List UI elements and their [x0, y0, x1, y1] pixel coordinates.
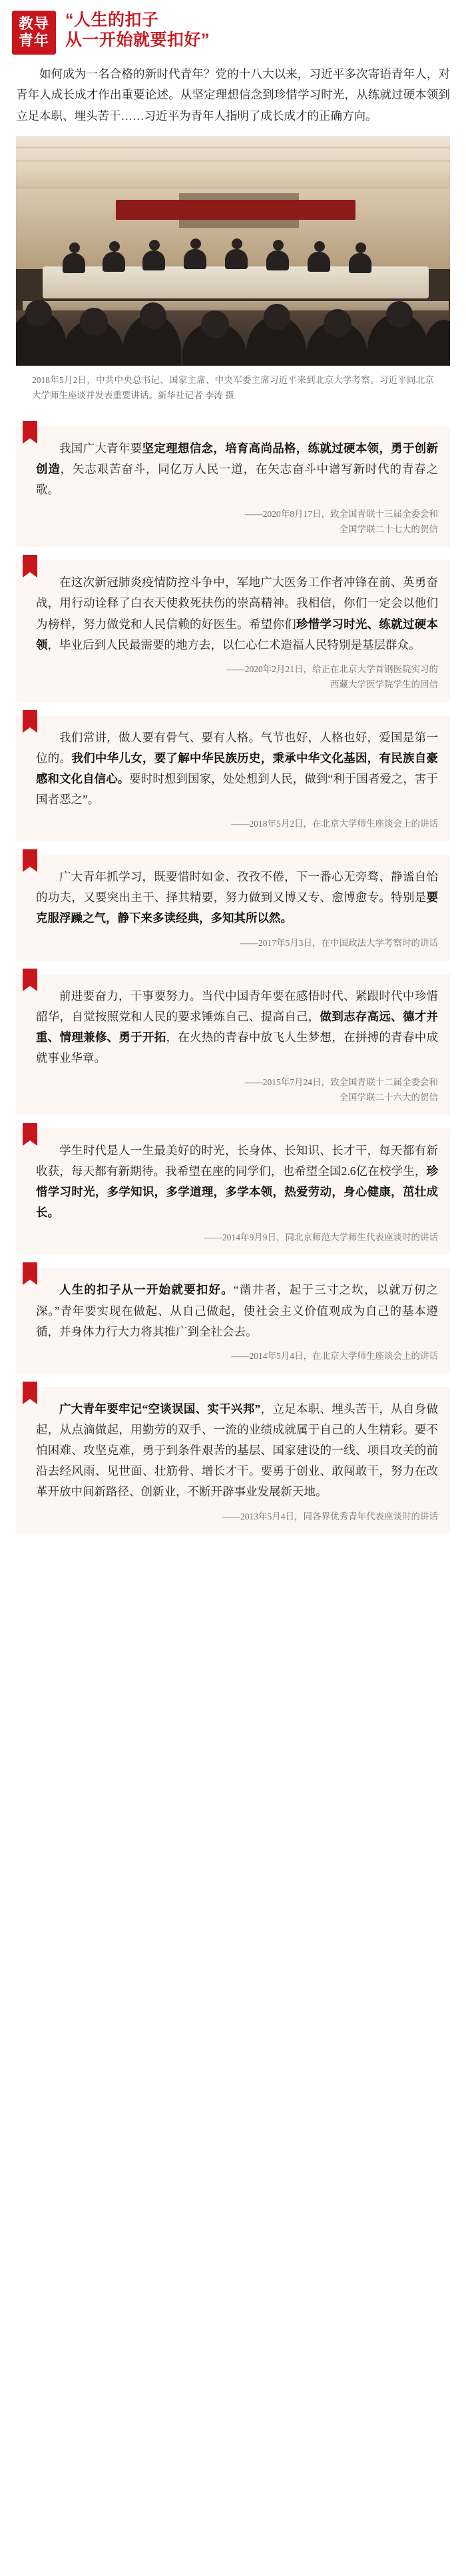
quote-text-emphasis: 人生的扣子从一开始就要扣好。 [59, 1283, 234, 1297]
quote-text [36, 1399, 438, 1503]
photo-container [0, 136, 466, 404]
intro-paragraph: 如何成为一名合格的新时代青年？党的十八大以来，习近平多次寄语青年人，对青年人成长成才作出重要论述。从坚定理想信念到珍惜学习时光，从练就过硬本领到立足本职、埋头苦干……习近平为青年人指明了成长成才的正确方向。 [16, 67, 450, 123]
quote-text-segment: ，在火热的青春中放飞人生梦想，在拼搏的青春中成就事业华章。 [36, 1030, 438, 1065]
quote-source [36, 1349, 438, 1364]
quote-mark-icon [23, 421, 37, 449]
quote-list [0, 404, 466, 1534]
quote-source-line: ——2014年9月9日，同北京师范大学师生代表座谈时的讲话 [204, 1232, 438, 1242]
quote-text-segment: 广大青年抓学习，既要惜时如金、孜孜不倦，下一番心无旁骛、静谧自怡的功夫，又要突出主干、择其精要，努力做到又博又专、愈博愈专。特别是 [36, 870, 438, 905]
page-title [56, 9, 454, 50]
quote-text-emphasis: 珍惜学习时光，多学知识，多学道理，多学本领，热爱劳动，身心健康，茁壮成长。 [36, 1164, 438, 1220]
quote-text-emphasis: 广大青年要牢记“空谈误国、实干兴邦” [59, 1402, 261, 1416]
quote-text-segment: 我国广大青年要 [59, 441, 142, 455]
quote-block [16, 1387, 450, 1534]
quote-block [16, 1128, 450, 1255]
article-header [0, 0, 466, 61]
quote-mark-icon [23, 555, 37, 583]
quote-text-emphasis: 坚定理想信念，培育高尚品格，练就过硬本领，勇于创新创造 [36, 441, 439, 476]
quote-block [16, 715, 450, 842]
quote-source [36, 817, 438, 832]
quote-block [16, 560, 450, 701]
quote-text-emphasis: 做到志存高远、德才并重、情理兼修、勇于开拓 [36, 1009, 439, 1044]
quote-text-segment: 我们常讲，做人要有骨气、要有人格。气节也好，人格也好，爱国是第一位的。 [36, 730, 438, 765]
quote-source-line: ——2014年5月4日，在北京大学师生座谈会上的讲话 [231, 1350, 438, 1361]
section-badge-line1: 教导 [19, 15, 50, 32]
quote-source-line: ——2020年2月21日，给正在北京大学首钢医院实习的 [226, 663, 438, 674]
quote-mark-icon [23, 1382, 37, 1410]
quote-text [36, 572, 438, 655]
quote-text [36, 986, 438, 1069]
quote-source [36, 1230, 438, 1246]
quote-text-emphasis: 珍惜学习时光、练就过硬本领 [36, 617, 438, 651]
quote-text-emphasis: 要克服浮躁之气，静下来多读经典，多知其所以然。 [36, 891, 438, 925]
photo-caption: 2018年5月2日，中共中央总书记、国家主席、中央军委主席习近平来到北京大学考察。习近平同北京大学师生座谈并发表重要讲话。新华社记者 李涛 摄 [32, 374, 434, 401]
quote-block [16, 426, 450, 547]
quote-source-line: ——2015年7月24日，致全国青联十二届全委会和 [244, 1077, 438, 1088]
quote-text-segment: 要时时想到国家，处处想到人民，做到“利于国者爱之，害于国者恶之”。 [36, 771, 439, 807]
quote-text-segment: 前进要奋力，干事要努力。当代中国青年要在感悟时代、紧跟时代中珍惜韶华，自觉按照党和人民的要求锤炼自己、提高自己， [36, 989, 438, 1023]
quote-text [36, 727, 438, 811]
quote-text-segment: “凿井者，起于三寸之坎，以就万仞之深。”青年要实现在做起、从自己做起，使社会主义价值观成为自己的基本遵循，并身体力行大力将其推广到全社会去。 [36, 1283, 438, 1338]
section-badge [12, 11, 56, 55]
quote-mark-icon [23, 849, 37, 877]
quote-text-segment: ，立足本职、埋头苦干，从自身做起，从点滴做起，用勤劳的双手、一流的业绩成就属于自己的人生精彩。要不怕困难、攻坚克难，勇于到条件艰苦的基层、国家建设的一线、项目攻关的前沿去经风雨、见世面、壮筋骨、增长才干。要勇于创业、敢闯敢干，努力在改革开放中间新路径、创新业，不断开辟事业发展新天地。 [36, 1402, 438, 1499]
quote-text [36, 438, 438, 500]
page-title-line1: “人生的扣子 [65, 11, 159, 29]
quote-text-segment: 在这次新冠肺炎疫情防控斗争中，军地广大医务工作者冲锋在前、英勇奋战，用行动诠释了白衣天使救死扶伤的崇高精神。我相信，你们一定会以他们为榜样，努力做党和人民信赖的好医生。希望你们 [36, 576, 438, 631]
quote-block [16, 974, 450, 1115]
quote-text [36, 1140, 438, 1224]
quote-mark-icon [23, 969, 37, 997]
quote-source-line: 全国学联二十六大的贺信 [339, 1092, 438, 1103]
quote-source [36, 507, 438, 538]
quote-source-line: 西藏大学医学院学生的回信 [330, 679, 438, 689]
meeting-photo [16, 136, 450, 366]
quote-text [36, 867, 438, 929]
page-title-line2: 从一开始就要扣好” [65, 30, 210, 49]
quote-text-emphasis: 我们中华儿女，要了解中华民族历史，秉承中华文化基因，有民族自豪感和文化自信心。 [36, 751, 439, 785]
quote-text-segment: ，矢志艰苦奋斗，同亿万人民一道，在矢志奋斗中谱写新时代的青春之歌。 [36, 462, 438, 497]
quote-block [16, 1268, 450, 1373]
quote-source [36, 662, 438, 693]
section-badge-line2: 青年 [19, 31, 50, 49]
quote-mark-icon [23, 1123, 37, 1151]
quote-source-line: 全国学联二十七大的贺信 [339, 524, 438, 535]
quote-source-line: ——2018年5月2日，在北京大学师生座谈会上的讲话 [231, 819, 438, 829]
quote-source-line: ——2013年5月4日，同各界优秀青年代表座谈时的讲话 [222, 1511, 438, 1521]
quote-text-segment: ，毕业后到人民最需要的地方去，以仁心仁术造福人民特别是基层群众。 [47, 638, 421, 651]
quote-text [36, 1280, 438, 1342]
quote-source-line: ——2020年8月17日，致全国青联十三届全委会和 [244, 509, 438, 520]
quote-source [36, 1509, 438, 1525]
quote-source [36, 1075, 438, 1106]
quote-mark-icon [23, 1262, 37, 1290]
quote-mark-icon [23, 710, 37, 738]
quote-block [16, 855, 450, 960]
quote-text-segment: 学生时代是人一生最美好的时光，长身体、长知识、长才干，每天都有新收获，每天都有新期待。我希望在座的同学们，也希望全国2.6亿在校学生， [36, 1143, 438, 1178]
quote-source-line: ——2017年5月3日，在中国政法大学考察时的讲话 [240, 937, 438, 948]
quote-source [36, 936, 438, 951]
